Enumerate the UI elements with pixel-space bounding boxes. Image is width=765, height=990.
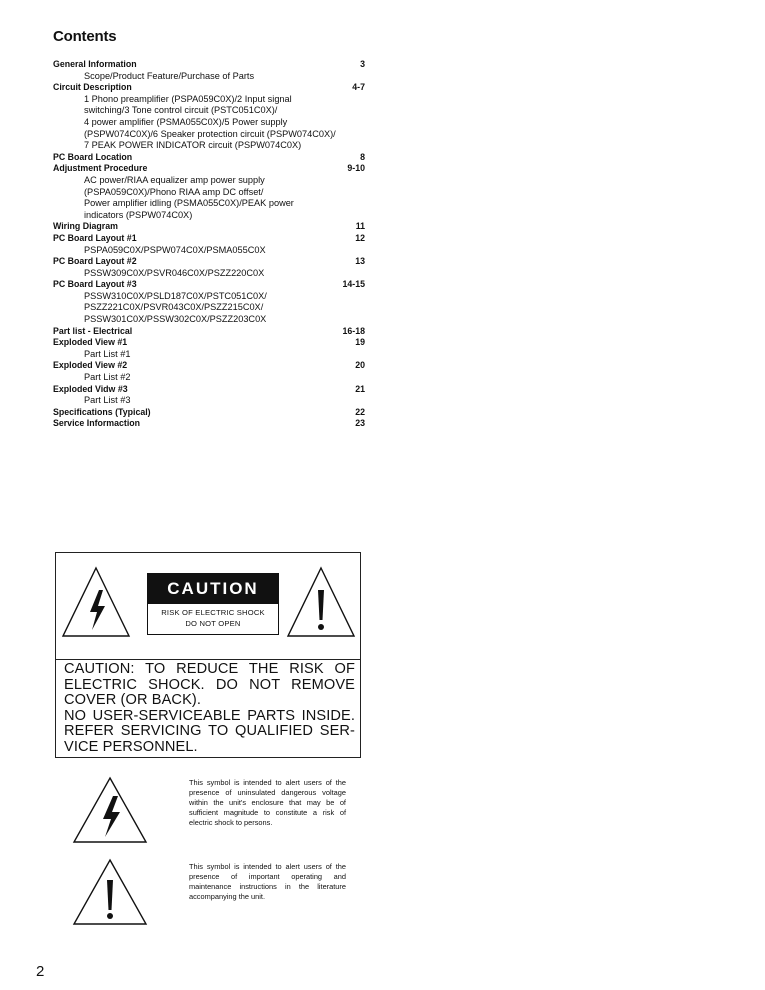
toc-page-number: 23 [355,418,365,429]
toc-subitem: AC power/RIAA equalizer amp power supply [84,174,265,185]
toc-heading [53,256,365,268]
toc-label: Adjustment Procedure [53,163,148,174]
toc-subitem: switching/3 Tone control circuit (PSTC051C0X)/ [84,105,278,116]
toc-heading [53,59,365,71]
toc-entry [53,407,365,419]
toc-heading [53,221,365,233]
exclamation-warning-icon [72,858,148,926]
toc-subitem: Part List #1 [84,348,131,359]
toc-entry [53,256,365,279]
toc-label: Service Informaction [53,418,141,429]
toc-label: Part list - Electrical [53,325,133,336]
page-title: Contents [53,28,117,45]
toc-label: PC Board Layout #3 [53,279,137,290]
exclamation-symbol-explanation [72,862,362,932]
caution-box [55,552,361,758]
toc-subitem: 4 power amplifier (PSMA055C0X)/5 Power supply [84,116,288,127]
lightning-symbol-text: This symbol is intended to alert users of the presence of uninsulated dangerous voltage within the unit's enclosure that may be of sufficient magnitude to constitute a risk of electric shock to persons. [189,778,346,828]
toc-page-number: 12 [355,232,365,243]
toc-label: PC Board Location [53,151,133,162]
toc-heading [53,360,365,372]
toc-label: Wiring Diagram [53,221,118,232]
toc-entry [53,152,365,164]
toc-page-number: 11 [355,221,365,232]
toc-entry [53,384,365,407]
caution-line: CAUTION: TO REDUCE THE RISK OF [64,661,355,677]
toc-label: Specifications (Typical) [53,406,151,417]
caution-symbol-row [56,553,360,659]
toc-entry [53,221,365,233]
toc-entry [53,233,365,256]
toc-subitem: PSSW310C0X/PSLD187C0X/PSTC051C0X/ [84,290,267,301]
toc-entry [53,59,365,82]
caution-line: COVER (OR BACK). [64,692,202,709]
caution-line: VICE PERSONNEL. [64,738,198,755]
toc-subitem: Part List #3 [84,395,131,406]
toc-heading [53,326,365,338]
toc-heading [53,407,365,419]
toc-page-number: 8 [360,151,365,162]
toc-label: Exploded Vidw #3 [53,383,128,394]
toc-heading [53,279,365,291]
caution-badge [147,573,279,635]
toc-heading [53,337,365,349]
toc-page-number: 9-10 [347,163,365,174]
toc-subitem: indicators (PSPW074C0X) [84,209,193,220]
toc-heading [53,233,365,245]
toc-label: Exploded View #2 [53,360,128,371]
toc-subitem: PSSW309C0X/PSVR046C0X/PSZZ220C0X [84,267,265,278]
toc-entry [53,82,365,152]
lightning-warning-icon [72,776,148,844]
toc-page-number: 20 [355,360,365,371]
toc-entry [53,360,365,383]
caution-line: NO USER-SERVICEABLE PARTS INSIDE. [64,707,355,724]
toc-subitem: PSSW301C0X/PSSW302C0X/PSZZ203C0X [84,314,267,325]
toc-entry [53,418,365,430]
toc-entry [53,163,365,221]
toc-label: General Information [53,59,137,69]
toc-label: PC Board Layout #1 [53,232,137,243]
toc-label: PC Board Layout #2 [53,256,137,267]
toc-subitem: Power amplifier idling (PSMA055C0X)/PEAK power [84,198,294,209]
toc-label: Exploded View #1 [53,337,128,348]
toc-label: Circuit Description [53,82,132,93]
toc-page-number: 4-7 [352,82,365,93]
exclamation-symbol-text: This symbol is intended to alert users of the presence of important operating and maintenance instructions in the literature accompanying the unit. [189,862,346,902]
toc-page-number: 22 [355,406,365,417]
toc-heading [53,82,365,94]
table-of-contents [53,59,365,430]
caution-badge-line2: DO NOT OPEN [185,619,241,628]
toc-subitem: (PSPW074C0X)/6 Speaker protection circuit (PSPW074C0X)/ [84,128,336,139]
toc-heading [53,384,365,396]
toc-page-number: 21 [355,383,365,394]
toc-heading [53,152,365,164]
toc-heading [53,418,365,430]
lightning-symbol-explanation [72,778,362,848]
toc-entry [53,279,365,325]
toc-subitem: 7 PEAK POWER INDICATOR circuit (PSPW074C0X) [84,140,302,151]
toc-page-number: 19 [355,337,365,348]
toc-subitem: PSPA059C0X/PSPW074C0X/PSMA055C0X [84,244,266,255]
toc-subitem: Part List #2 [84,372,131,383]
toc-page-number: 16-18 [342,325,365,336]
toc-subitem: (PSPA059C0X)/Phono RIAA amp DC offset/ [84,186,264,197]
caution-badge-line1: RISK OF ELECTRIC SHOCK [161,608,265,617]
exclamation-warning-icon [286,566,356,638]
toc-heading [53,163,365,175]
toc-entry [53,326,365,338]
toc-page-number: 3 [360,59,365,69]
toc-page-number: 14-15 [342,279,365,290]
toc-subitem: Scope/Product Feature/Purchase of Parts [84,70,255,81]
toc-entry [53,337,365,360]
caution-line: REFER SERVICING TO QUALIFIED SER- [64,723,355,740]
toc-subitem: 1 Phono preamplifier (PSPA059C0X)/2 Input signal [84,93,292,104]
page-number: 2 [36,963,45,980]
toc-page-number: 13 [355,256,365,267]
toc-subitem: PSZZ221C0X/PSVR043C0X/PSZZ215C0X/ [84,302,264,313]
caution-divider [56,659,360,660]
caution-line: ELECTRIC SHOCK. DO NOT REMOVE [64,676,355,693]
caution-badge-title: CAUTION [148,574,278,604]
lightning-warning-icon [61,566,131,638]
caution-warning-text [64,662,355,756]
